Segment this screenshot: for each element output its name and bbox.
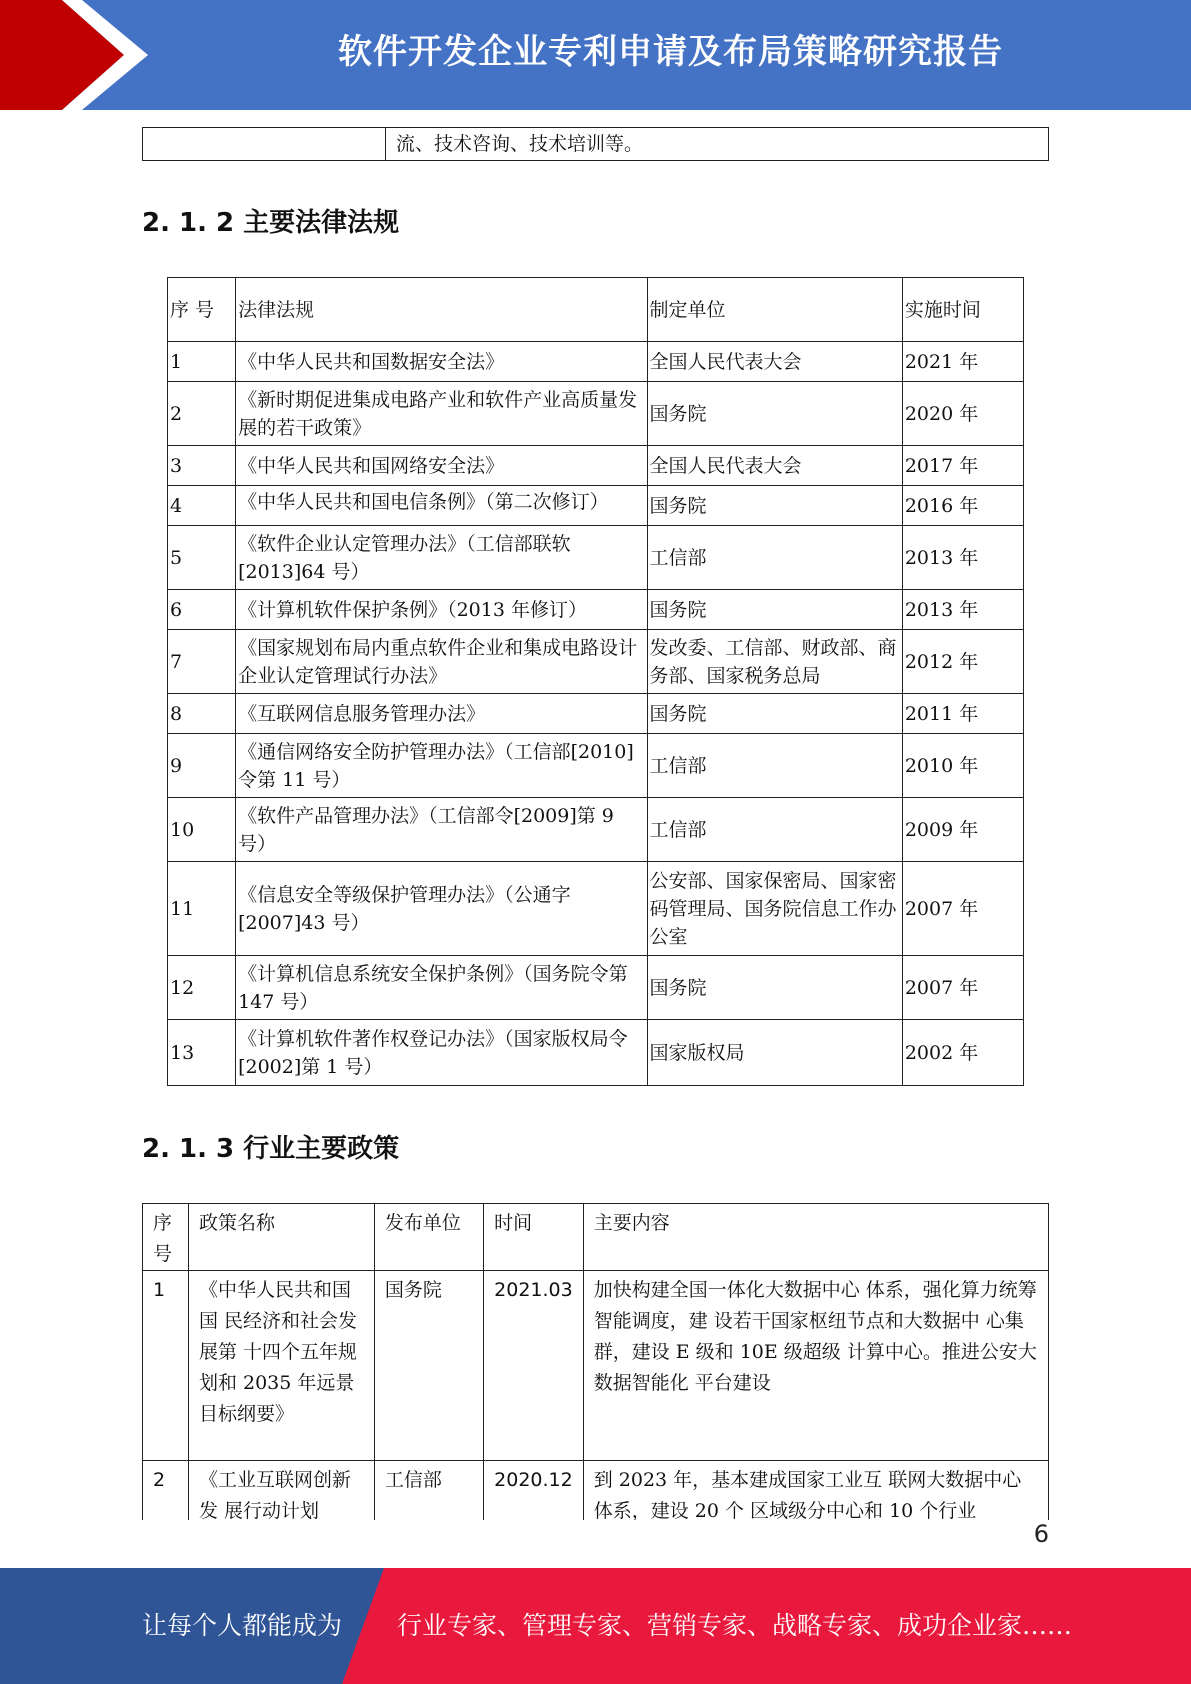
cell-no: 13 [168,1020,236,1086]
table-row [168,630,1024,694]
cell-no: 1 [168,342,236,382]
cell-issuer: 公安部、国家保密局、国家密码管理局、国务院信息工作办公室 [647,862,902,956]
cell-no: 9 [168,734,236,798]
cell-issuer: 工信部 [647,734,902,798]
cell-year: 2020 年 [902,382,1023,446]
policy-table [142,1203,1049,1520]
table-row [168,526,1024,590]
cell-issuer: 工信部 [647,526,902,590]
table-cell [143,128,386,161]
cell-content: 到 2023 年，基本建成国家工业互 联网大数据中心体系，建设 20 个 区域级分中心和 10 个行业 [583,1461,1048,1521]
cell-issuer: 国务院 [374,1271,483,1461]
cell-no: 6 [168,590,236,630]
table-row [168,590,1024,630]
table-row [168,382,1024,446]
table-row [168,486,1024,526]
cell-law: 《通信网络安全防护管理办法》（工信部[2010]令第 11 号） [236,734,647,798]
cell-year: 2013 年 [902,590,1023,630]
cell-no: 10 [168,798,236,862]
cell-year: 2011 年 [902,694,1023,734]
cell-law: 《信息安全等级保护管理办法》（公通字[2007]43 号） [236,862,647,956]
cell-issuer: 国务院 [647,486,902,526]
cell-issuer: 国务院 [647,956,902,1020]
cell-year: 2013 年 [902,526,1023,590]
cell-year: 2007 年 [902,862,1023,956]
cell-law: 《软件企业认定管理办法》（工信部联软[2013]64 号） [236,526,647,590]
table-header-row [143,1204,1049,1271]
cell-date: 2021.03 [484,1271,584,1461]
cell-year: 2021 年 [902,342,1023,382]
header-banner [0,0,1191,110]
red-chevron-icon [0,0,150,110]
column-header: 政策名称 [188,1204,374,1271]
cell-policy-name: 《工业互联网创新发 展行动计划 [188,1461,374,1521]
report-title: 软件开发企业专利申请及布局策略研究报告 [338,32,1003,72]
cell-issuer: 工信部 [374,1461,483,1521]
table-row [168,694,1024,734]
table-cell: 流、技术咨询、技术培训等。 [386,128,1049,161]
cell-law: 《国家规划布局内重点软件企业和集成电路设计企业认定管理试行办法》 [236,630,647,694]
cell-law: 《计算机软件著作权登记办法》（国家版权局令[2002]第 1 号） [236,1020,647,1086]
cell-law: 《中华人民共和国数据安全法》 [236,342,647,382]
cell-no: 12 [168,956,236,1020]
cell-law: 《中华人民共和国网络安全法》 [236,446,647,486]
cell-issuer: 国家版权局 [647,1020,902,1086]
cell-issuer: 国务院 [647,694,902,734]
cell-no: 1 [143,1271,189,1461]
cell-issuer: 国务院 [647,382,902,446]
cell-law: 《计算机信息系统安全保护条例》（国务院令第 147 号） [236,956,647,1020]
section-heading-laws: 2. 1. 2 主要法律法规 [142,208,400,238]
cell-law: 《互联网信息服务管理办法》 [236,694,647,734]
cell-year: 2010 年 [902,734,1023,798]
cell-law: 《新时期促进集成电路产业和软件产业高质量发展的若干政策》 [236,382,647,446]
table-row [168,342,1024,382]
table-row [168,956,1024,1020]
continuation-table [142,127,1049,161]
cell-issuer: 发改委、工信部、财政部、商务部、国家税务总局 [647,630,902,694]
cell-issuer: 全国人民代表大会 [647,446,902,486]
cell-date: 2020.12 [484,1461,584,1521]
cell-policy-name: 《中华人民共和国国 民经济和社会发展第 十四个五年规划和 2035 年远景目标纲要》 [188,1271,374,1461]
cell-no: 4 [168,486,236,526]
column-header: 时间 [484,1204,584,1271]
cell-year: 2017 年 [902,446,1023,486]
cell-year: 2007 年 [902,956,1023,1020]
cell-issuer: 国务院 [647,590,902,630]
table-header-row [168,278,1024,342]
column-header: 主要内容 [583,1204,1048,1271]
cell-issuer: 全国人民代表大会 [647,342,902,382]
cell-no: 2 [168,382,236,446]
cell-year: 2016 年 [902,486,1023,526]
cell-law [236,486,647,526]
laws-table [167,277,1024,1086]
table-row [168,446,1024,486]
cell-law: 《计算机软件保护条例》（2013 年修订） [236,590,647,630]
cell-no: 3 [168,446,236,486]
section-heading-policies: 2. 1. 3 行业主要政策 [142,1134,400,1164]
table-row [168,734,1024,798]
column-header: 序 号 [168,278,236,342]
cell-no: 5 [168,526,236,590]
cell-law: 《软件产品管理办法》（工信部令[2009]第 9 号） [236,798,647,862]
column-header: 发布单位 [374,1204,483,1271]
cell-issuer: 工信部 [647,798,902,862]
cell-law-text: 《中华人民共和国电信条例》（第二次修订） [238,491,609,513]
column-header: 制定单位 [647,278,902,342]
table-row [143,1271,1049,1461]
footer-slogan-left: 让每个人都能成为 [142,1611,343,1640]
cell-no: 8 [168,694,236,734]
cell-year: 2012 年 [902,630,1023,694]
column-header: 序号 [143,1204,189,1271]
table-row [143,1461,1049,1521]
column-header: 实施时间 [902,278,1023,342]
page-number: 6 [1033,1520,1049,1548]
cell-year: 2002 年 [902,1020,1023,1086]
cell-year: 2009 年 [902,798,1023,862]
cell-no: 7 [168,630,236,694]
cell-content: 加快构建全国一体化大数据中心 体系，强化算力统筹智能调度，建 设若干国家枢纽节点和大数据中 心集群，建设 E 级和 10E 级超级 计算中心。推进公安大数据智能化 平台建设 [583,1271,1048,1461]
table-row [168,798,1024,862]
table-row [143,128,1049,161]
footer-banner [0,1568,1191,1684]
policy-table-clip [142,1203,1051,1520]
column-header: 法律法规 [236,278,647,342]
footer-slogan-right: 行业专家、管理专家、营销专家、战略专家、成功企业家…… [397,1611,1073,1640]
cell-no: 2 [143,1461,189,1521]
cell-no: 11 [168,862,236,956]
table-row [168,1020,1024,1086]
table-row [168,862,1024,956]
